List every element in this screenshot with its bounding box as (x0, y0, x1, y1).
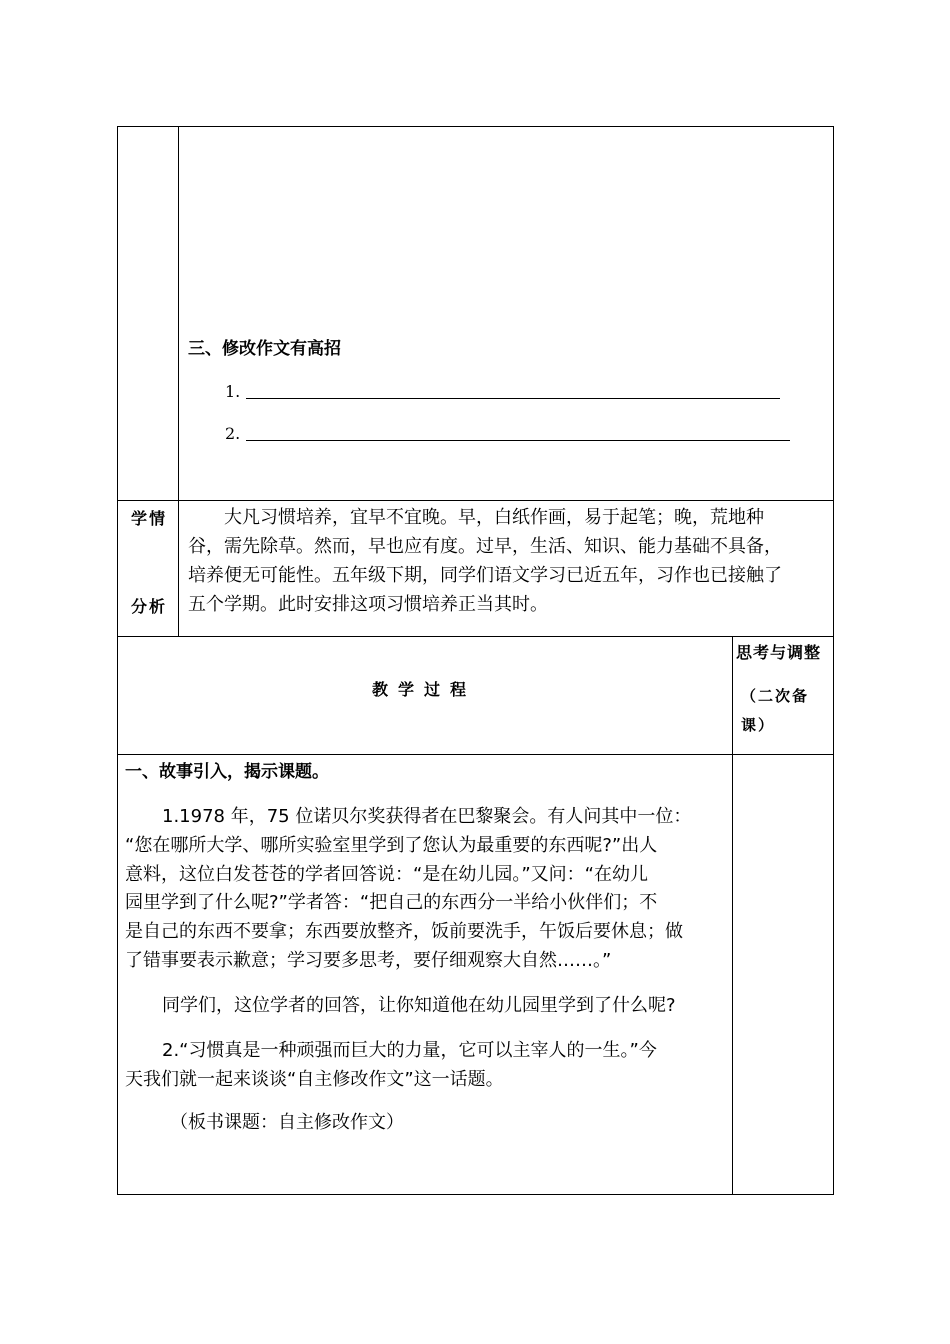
part1-p1-line1: 1.1978 年，75 位诺贝尔奖获得者在巴黎聚会。有人问其中一位： (162, 806, 692, 827)
table-right-border (833, 126, 834, 1195)
side-header-line3: 课） (741, 716, 776, 734)
table-top-border (117, 126, 834, 127)
table-bottom-border (117, 1194, 834, 1195)
side-column-divider (732, 636, 733, 1195)
side-header-line1: 思考与调整 (736, 643, 822, 662)
section3-title: 三、修改作文有高招 (188, 339, 341, 359)
xueqing-line-3: 培养便无可能性。五年级下期，同学们语文学习已近五年，习作也已接触了 (188, 565, 782, 586)
part1-p1-line5: 是自己的东西不要拿；东西要放整齐，饭前要洗手，午饭后要休息；做 (125, 921, 683, 942)
part1-p2: 同学们，这位学者的回答，让你知道他在幼儿园里学到了什么呢? (162, 995, 676, 1016)
xueqing-label-bottom: 分析 (131, 597, 168, 616)
process-title: 教学过程 (372, 680, 477, 699)
part1-p1-line3: 意料，这位白发苍苍的学者回答说：“是在幼儿园。”又问：“在幼儿 (125, 864, 648, 885)
section3-item1-line (246, 398, 780, 399)
xueqing-line-2: 谷，需先除草。然而，早也应有度。过早，生活、知识、能力基础不具备， (188, 536, 782, 557)
part1-p3-line2: 天我们就一起来谈谈“自主修改作文”这一话题。 (125, 1069, 504, 1090)
part1-p3-line1: 2.“习惯真是一种顽强而巨大的力量，它可以主宰人的一生。”今 (162, 1040, 657, 1061)
xueqing-line-1: 大凡习惯培养，宜早不宜晚。早，白纸作画，易于起笔；晚，荒地种 (224, 507, 764, 528)
part1-p1-line4: 园里学到了什么呢?”学者答：“把自己的东西分一半给小伙伴们；不 (125, 892, 658, 913)
part1-p1-line2: “您在哪所大学、哪所实验室里学到了您认为最重要的东西呢?”出人 (125, 835, 658, 856)
row-divider-1 (117, 500, 834, 501)
section3-item1-number: 1. (225, 382, 241, 401)
table-left-border (117, 126, 118, 1195)
xueqing-label-top: 学情 (131, 509, 168, 528)
side-header-line2: （二次备 (741, 687, 810, 705)
section3-item2-line (246, 440, 790, 441)
section3-item2-number: 2. (225, 424, 241, 443)
part1-p1-line6: 了错事要表示歉意；学习要多思考，要仔细观察大自然……。” (125, 950, 612, 971)
xueqing-line-4: 五个学期。此时安排这项习惯培养正当其时。 (188, 594, 548, 615)
row-divider-3 (117, 754, 834, 755)
part1-title: 一、故事引入，揭示课题。 (125, 762, 329, 782)
label-column-divider (178, 126, 179, 636)
part1-p4: （板书课题：自主修改作文） (170, 1112, 404, 1133)
row-divider-2 (117, 636, 834, 637)
